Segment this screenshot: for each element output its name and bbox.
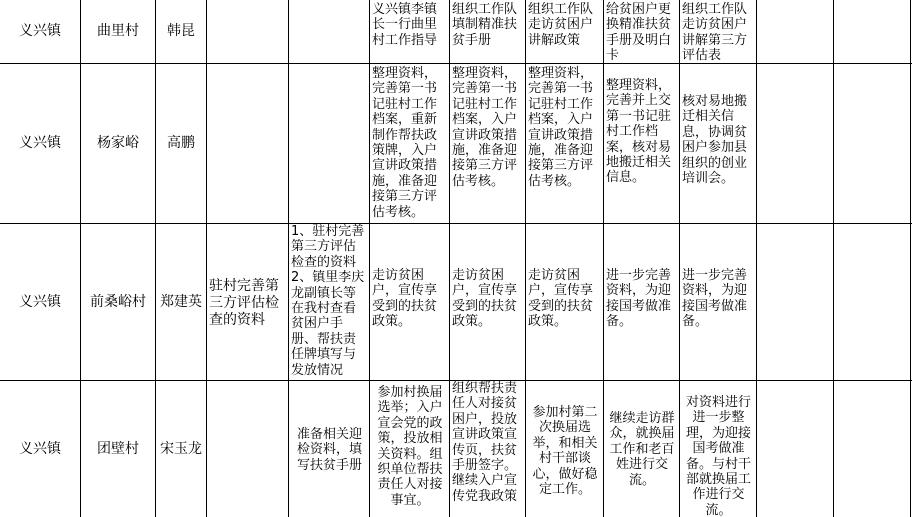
detail-cell (289, 224, 369, 380)
village-text: 前桑峪村 (90, 293, 146, 310)
village-text: 杨家峪 (97, 135, 139, 151)
person-text: 高鹏 (167, 135, 195, 151)
week2-text: 组织工作队填制精准扶贫手册 (452, 2, 518, 48)
week4-text: 进一步完善资料，为迎接国考做准备。 (606, 268, 672, 330)
grid-line (756, 0, 757, 517)
town-text: 义兴镇 (19, 293, 61, 310)
person-cell (156, 224, 206, 380)
week2-cell (450, 0, 525, 63)
detail-cell (289, 381, 369, 517)
week4-text: 整理资料，完善并上交第一书记驻村工作档案，核对易地搬迁相关信息。 (606, 78, 672, 186)
week1-cell (370, 64, 449, 223)
week1-cell (370, 381, 449, 517)
person-cell (156, 64, 206, 223)
town-cell (0, 0, 80, 63)
summary-cell (207, 224, 288, 380)
detail-cell (289, 0, 369, 63)
village-text: 团壁村 (97, 440, 139, 457)
week1-text: 走访贫困户，宣传享受到的扶贫政策。 (372, 268, 438, 330)
detail-cell (289, 64, 369, 223)
summary-cell (207, 381, 288, 517)
week1-cell (370, 0, 449, 63)
person-cell (156, 0, 206, 63)
town-cell (0, 64, 80, 223)
week2-cell (450, 224, 525, 380)
person-cell (156, 381, 206, 517)
detail-text: 1、驻村完善第三方评估检查的资料2、镇里李庆龙副镇长等在我村查看贫困户手册、帮扶责任牌填写与发放情况 (291, 224, 365, 378)
week1-text: 整理资料，完善第一书记驻村工作档案，重新制作帮扶政策牌，入户宣讲政策措施，准备迎接第三方评估考核。 (372, 66, 438, 220)
week3-text: 整理资料，完善第一书记驻村工作档案，入户宣讲政策措施，准备迎接第三方评估考核。 (528, 66, 594, 189)
village-cell (81, 0, 155, 63)
week1-cell (370, 224, 449, 380)
village-cell (81, 224, 155, 380)
week2-cell (450, 64, 525, 223)
person-text: 韩昆 (167, 23, 195, 39)
summary-cell (207, 0, 288, 63)
week5-text: 进一步完善资料，为迎接国考做准备。 (682, 268, 748, 330)
week3-cell (526, 0, 603, 63)
week1-text: 参加村换届选举；入户宣会党的政策，投放相关资料。组织单位帮扶责任人对接事宜。 (377, 385, 443, 508)
town-text: 义兴镇 (19, 23, 61, 39)
week4-text: 继续走访群众，就换届工作和老百姓进行交流。 (609, 411, 675, 488)
week5-text: 核对易地搬迁相关信息，协调贫困户参加县组织的创业培训会。 (682, 94, 748, 187)
grid-line (910, 0, 911, 517)
week1-text: 义兴镇李镇长一行曲里村工作指导 (372, 2, 438, 48)
week5-cell (680, 224, 756, 380)
summary-text: 驻村完善第三方评估检查的资料 (209, 277, 279, 328)
grid-line (833, 0, 834, 517)
week4-cell (604, 224, 679, 380)
week2-cell (450, 381, 525, 517)
week2-text: 走访贫困户，宣传享受到的扶贫政策。 (452, 268, 518, 330)
week2-text: 整理资料，完善第一书记驻村工作档案，入户宣讲政策措施，准备迎接第三方评估考核。 (452, 66, 518, 189)
week5-text: 对资料进行进一步整理，为迎接国考做准备。与村干部就换届工作进行交流。 (685, 395, 751, 517)
week3-cell (526, 224, 603, 380)
town-cell (0, 381, 80, 517)
week5-cell (680, 0, 756, 63)
summary-cell (207, 64, 288, 223)
detail-text: 准备相关迎检资料，填写扶贫手册 (296, 426, 362, 473)
village-text: 曲里村 (97, 23, 139, 39)
week4-text: 给贫困户更换精准扶贫手册及明白卡 (606, 2, 672, 63)
town-text: 义兴镇 (19, 135, 61, 151)
town-text: 义兴镇 (19, 440, 61, 457)
week4-cell (604, 0, 679, 63)
week2-text: 组织帮扶责任人对接贫困户，投放宣讲政策宣传页，扶贫手册签字。继续入户宣传党我政策 (452, 381, 518, 504)
village-cell (81, 64, 155, 223)
week3-cell (526, 381, 603, 517)
town-cell (0, 224, 80, 380)
week5-text: 组织工作队走访贫困户讲解第三方评估表 (682, 2, 748, 63)
week3-cell (526, 64, 603, 223)
person-text: 郑建英 (160, 293, 202, 310)
week4-cell (604, 64, 679, 223)
week3-text: 组织工作队走访贫困户讲解政策 (528, 2, 594, 48)
week4-cell (604, 381, 679, 517)
week5-cell (680, 381, 756, 517)
week3-text: 走访贫困户，宣传享受到的扶贫政策。 (528, 268, 594, 330)
village-cell (81, 381, 155, 517)
week3-text: 参加村第二次换届选举，和相关村干部谈心，做好稳定工作。 (532, 405, 598, 498)
person-text: 宋玉龙 (160, 440, 202, 457)
week5-cell (680, 64, 756, 223)
